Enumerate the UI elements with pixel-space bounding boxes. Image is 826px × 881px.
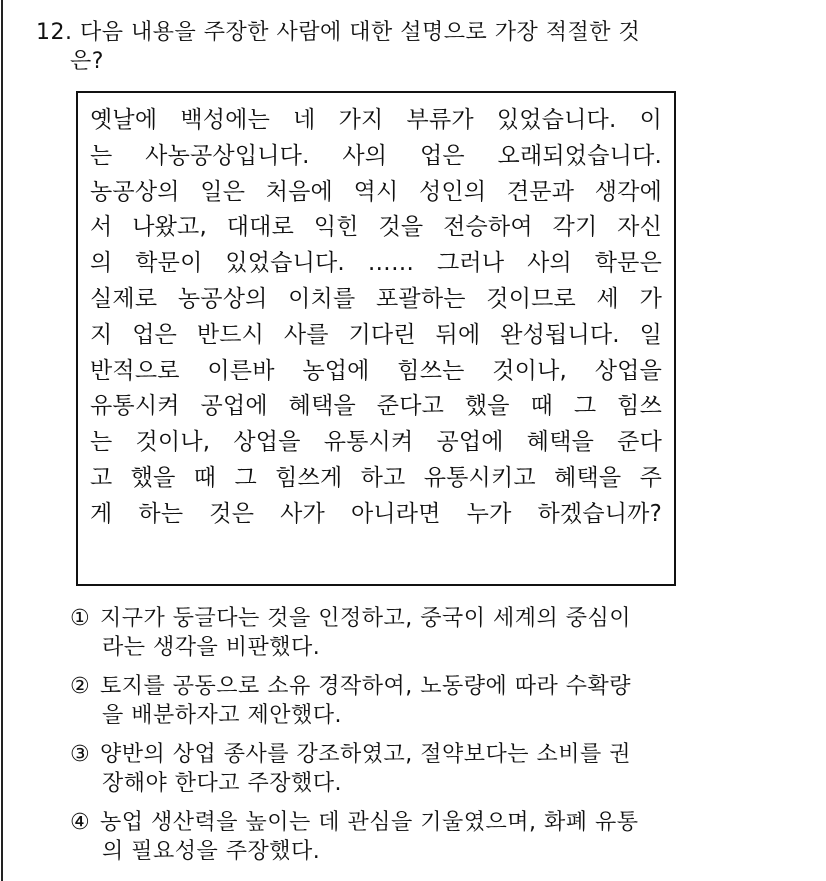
passage-line: 유통시켜 공업에 혜택을 준다고 했을 때 그 힘쓰 — [90, 393, 662, 420]
choice-2-marker: ② — [70, 674, 91, 699]
passage-line: 지 업은 반드시 사를 기다린 뒤에 완성됩니다. 일 — [90, 321, 662, 348]
passage-line: 서 나왔고, 대대로 익힌 것을 전승하여 각기 자신 — [90, 214, 662, 241]
passage-box — [76, 91, 676, 586]
choice-3-text-line-1: 양반의 상업 종사를 강조하였고, 절약보다는 소비를 권 — [100, 742, 631, 767]
passage-line: 고 했을 때 그 힘쓰게 하고 유통시키고 혜택을 주 — [90, 464, 662, 491]
choice-2[interactable] — [70, 672, 770, 730]
left-margin-rule — [1, 0, 3, 881]
passage-line: 옛날에 백성에는 네 가지 부류가 있었습니다. 이 — [90, 107, 662, 133]
choice-4-marker: ④ — [70, 810, 91, 835]
passage-line: 농공상의 일은 처음에 역시 성인의 견문과 생각에 — [90, 178, 662, 205]
passage-line: 게 하는 것은 사가 아니라면 누가 하겠습니까? — [90, 500, 662, 527]
choice-4-text-line-2: 의 필요성을 주장했다. — [102, 839, 321, 864]
choice-3-marker: ③ — [70, 742, 91, 767]
passage-line: 는 사농공상입니다. 사의 업은 오래되었습니다. — [90, 142, 662, 169]
choice-2-line-1 — [70, 672, 770, 701]
choice-1-line-1 — [70, 604, 770, 633]
question-line-1 — [36, 18, 776, 47]
passage-line: 실제로 농공상의 이치를 포괄하는 것이므로 세 가 — [90, 285, 662, 312]
choice-1[interactable] — [70, 604, 770, 662]
choice-3[interactable] — [70, 740, 770, 798]
choice-1-text-line-1: 지구가 둥글다는 것을 인정하고, 중국이 세계의 중심이 — [100, 606, 631, 631]
choice-4[interactable] — [70, 808, 770, 866]
question-stem — [36, 18, 776, 76]
choice-4-line-1 — [70, 808, 770, 837]
choice-2-text-line-1: 토지를 공동으로 소유 경작하여, 노동량에 따라 수확량 — [100, 674, 631, 699]
choice-1-text-line-2: 라는 생각을 비판했다. — [102, 635, 321, 660]
question-number: 12. — [36, 20, 73, 45]
choice-2-text-line-2: 을 배분하자고 제안했다. — [102, 703, 343, 728]
passage-line: 의 학문이 있었습니다. …… 그러나 사의 학문은 — [90, 250, 662, 277]
answer-choices — [70, 604, 770, 876]
choice-1-marker: ① — [70, 606, 91, 631]
question-text-line-1: 다음 내용을 주장한 사람에 대한 설명으로 가장 적절한 것 — [80, 20, 641, 45]
choice-3-text-line-2: 장해야 한다고 주장했다. — [102, 771, 343, 796]
choice-3-line-1 — [70, 740, 770, 769]
question-text-line-2: 은? — [70, 49, 104, 74]
choice-4-text-line-1: 농업 생산력을 높이는 데 관심을 기울였으며, 화폐 유통 — [100, 810, 639, 835]
passage-line: 는 것이나, 상업을 유통시켜 공업에 혜택을 준다 — [90, 429, 662, 456]
passage-line: 반적으로 이른바 농업에 힘쓰는 것이나, 상업을 — [90, 357, 662, 384]
